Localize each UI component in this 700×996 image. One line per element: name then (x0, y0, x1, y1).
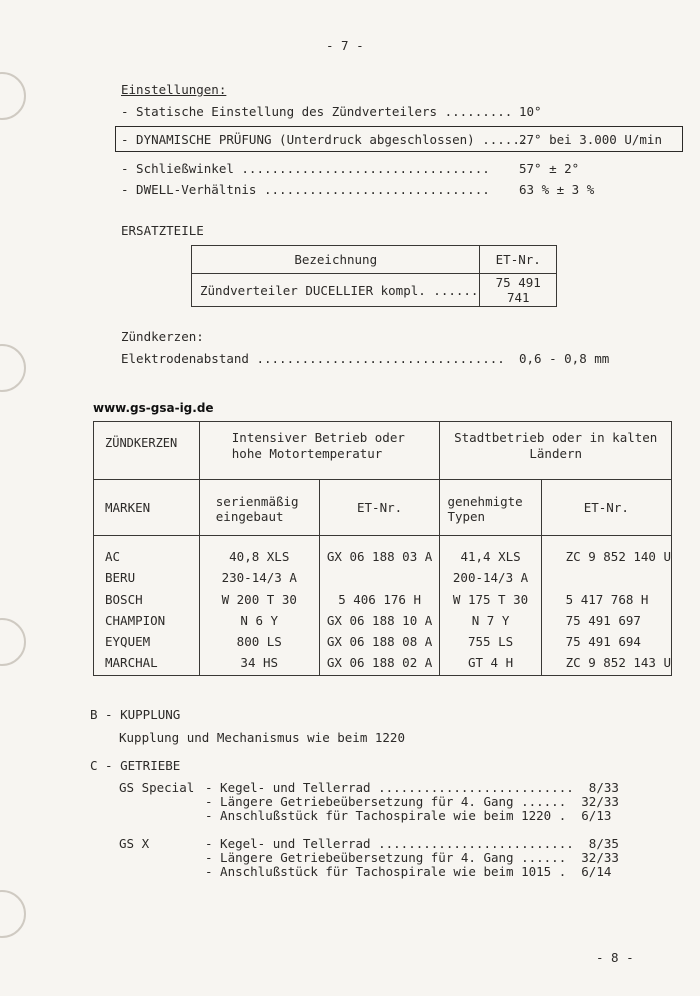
setting-value: 63 % ± 3 % (519, 182, 595, 197)
marken-list: AC BERU BOSCH CHAMPION EYQUEM MARCHAL (94, 536, 200, 676)
gs-x-line: - Anschlußstück für Tachospirale wie beim 1015 . 6/14 (205, 864, 612, 879)
header-stadt: Stadtbetrieb oder in kalten Ländern (440, 422, 672, 480)
binder-hole (0, 890, 26, 938)
gs-special-label: GS Special (119, 780, 195, 795)
footer-page-number: - 8 - (596, 950, 634, 965)
setting-label: - DWELL-Verhältnis .............................. (121, 182, 490, 197)
elektrodenabstand-label: Elektrodenabstand ................................. (121, 351, 505, 366)
et1-rest: 5 406 176 H GX 06 188 10 A GX 06 188 08 A GX 06 188 02 A (326, 591, 433, 671)
col-etnr: ET-Nr. (480, 246, 557, 274)
setting-label: - DYNAMISCHE PRÜFUNG (Unterdruck abgeschlossen) ...... (121, 132, 528, 147)
setting-value: 27° bei 3.000 U/min (519, 132, 662, 147)
gs-x-line: - Kegel- und Tellerrad .......................... 8/35 (205, 836, 619, 851)
col-et2: ET-Nr. (541, 480, 671, 536)
page-number: - 7 - (326, 38, 364, 53)
getriebe-heading: C - GETRIEBE (90, 758, 181, 773)
binder-hole (0, 618, 26, 666)
zuendkerzen-table (93, 421, 672, 676)
gs-x-line: - Längere Getriebeübersetzung für 4. Gang ...... 32/33 (205, 850, 619, 865)
et1-list (319, 536, 440, 676)
binder-hole (0, 344, 26, 392)
header-zuendkerzen: ZÜNDKERZEN (94, 422, 200, 480)
genehmigt-list: 41,4 XLS 200-14/3 A W 175 T 30 N 7 Y 755 LS GT 4 H (440, 536, 541, 676)
item-name: Zündverteiler DUCELLIER kompl. ...... (192, 274, 480, 307)
setting-label: - Schließwinkel ................................. (121, 161, 490, 176)
setting-value: 57° ± 2° (519, 161, 580, 176)
setting-value: 10° (519, 104, 542, 119)
binder-hole (0, 72, 26, 120)
setting-label: - Statische Einstellung des Zündverteilers ......... (121, 104, 513, 119)
elektrodenabstand-value: 0,6 - 0,8 mm (519, 351, 610, 366)
ersatzteile-heading: ERSATZTEILE (121, 223, 204, 238)
kupplung-heading: B - KUPPLUNG (90, 707, 181, 722)
website-link[interactable]: www.gs-gsa-ig.de (93, 401, 214, 415)
serie-list: 40,8 XLS 230-14/3 A W 200 T 30 N 6 Y 800 LS 34 HS (199, 536, 319, 676)
col-marken: MARKEN (94, 480, 200, 536)
gs-x-label: GS X (119, 836, 150, 851)
gs-special-line: - Kegel- und Tellerrad .......................... 8/33 (205, 780, 619, 795)
header-intensiv: Intensiver Betrieb oder hohe Motortemperatur (199, 422, 440, 480)
col-serie: serienmäßig eingebaut (199, 480, 319, 536)
col-genehmigt: genehmigte Typen (440, 480, 541, 536)
gs-special-line: - Anschlußstück für Tachospirale wie beim 1220 . 6/13 (205, 808, 612, 823)
zuendkerzen-heading: Zündkerzen: (121, 329, 204, 344)
col-bezeichnung: Bezeichnung (192, 246, 480, 274)
item-etnr: 75 491 741 (480, 274, 557, 307)
kupplung-text: Kupplung und Mechanismus wie beim 1220 (119, 730, 405, 745)
et1-first: GX 06 188 03 A (326, 549, 433, 564)
col-et1: ET-Nr. (319, 480, 440, 536)
einstellungen-heading: Einstellungen: (121, 82, 227, 97)
et2-list: ZC 9 852 140 U 5 417 768 H 75 491 697 75 491 694 ZC 9 852 143 U (541, 536, 671, 676)
ersatzteile-table (191, 245, 557, 307)
gs-special-line: - Längere Getriebeübersetzung für 4. Gang ...... 32/33 (205, 794, 619, 809)
